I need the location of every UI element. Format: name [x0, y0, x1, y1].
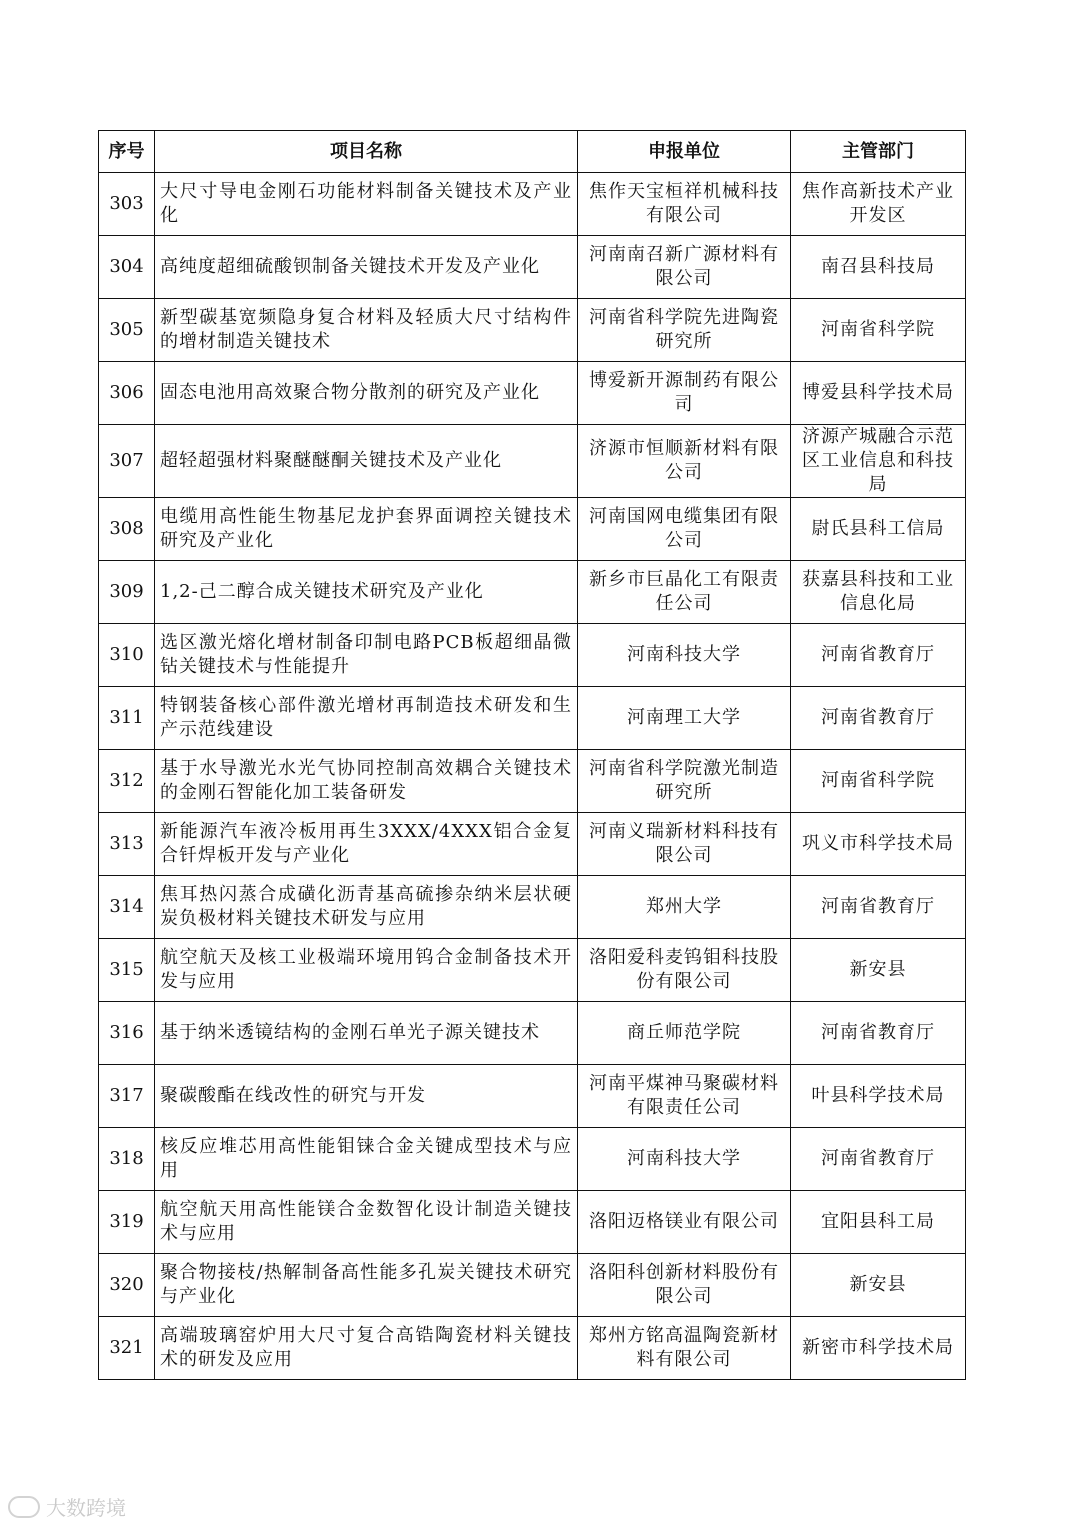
row-department: 获嘉县科技和工业信息化局 — [791, 561, 966, 624]
row-serial: 312 — [99, 750, 155, 813]
table-row — [99, 939, 966, 1002]
table-row — [99, 750, 966, 813]
row-project-name: 新型碳基宽频隐身复合材料及轻质大尺寸结构件的增材制造关键技术 — [155, 299, 578, 362]
table-row — [99, 362, 966, 425]
row-department: 尉氏县科工信局 — [791, 498, 966, 561]
row-serial: 315 — [99, 939, 155, 1002]
table-row — [99, 876, 966, 939]
row-department: 新密市科学技术局 — [791, 1317, 966, 1380]
table-row — [99, 1002, 966, 1065]
row-applicant: 河南科技大学 — [578, 624, 791, 687]
table-row — [99, 1317, 966, 1380]
row-project-name: 焦耳热闪蒸合成磺化沥青基高硫掺杂纳米层状硬炭负极材料关键技术研发与应用 — [155, 876, 578, 939]
table-row — [99, 1128, 966, 1191]
row-serial: 308 — [99, 498, 155, 561]
header-serial: 序号 — [99, 131, 155, 173]
row-project-name: 基于水导激光水光气协同控制高效耦合关键技术的金刚石智能化加工装备研发 — [155, 750, 578, 813]
row-department: 河南省教育厅 — [791, 1002, 966, 1065]
table-row — [99, 687, 966, 750]
row-applicant: 河南省科学院先进陶瓷研究所 — [578, 299, 791, 362]
row-department: 新安县 — [791, 939, 966, 1002]
table-row — [99, 813, 966, 876]
row-department: 河南省教育厅 — [791, 687, 966, 750]
row-department: 宜阳县科工局 — [791, 1191, 966, 1254]
row-serial: 309 — [99, 561, 155, 624]
row-applicant: 焦作天宝桓祥机械科技有限公司 — [578, 173, 791, 236]
row-department: 河南省教育厅 — [791, 876, 966, 939]
watermark — [8, 1492, 126, 1521]
row-serial: 317 — [99, 1065, 155, 1128]
row-project-name: 航空航天及核工业极端环境用钨合金制备技术开发与应用 — [155, 939, 578, 1002]
row-applicant: 河南国网电缆集团有限公司 — [578, 498, 791, 561]
cloud-logo-icon — [8, 1496, 40, 1518]
table-row — [99, 299, 966, 362]
row-project-name: 电缆用高性能生物基尼龙护套界面调控关键技术研究及产业化 — [155, 498, 578, 561]
row-project-name: 选区激光熔化增材制备印制电路PCB板超细晶微钻关键技术与性能提升 — [155, 624, 578, 687]
row-applicant: 洛阳迈格镁业有限公司 — [578, 1191, 791, 1254]
row-project-name: 高端玻璃窑炉用大尺寸复合高锆陶瓷材料关键技术的研发及应用 — [155, 1317, 578, 1380]
row-serial: 316 — [99, 1002, 155, 1065]
row-project-name: 航空航天用高性能镁合金数智化设计制造关键技术与应用 — [155, 1191, 578, 1254]
row-applicant: 河南省科学院激光制造研究所 — [578, 750, 791, 813]
table-row — [99, 561, 966, 624]
row-applicant: 河南义瑞新材料科技有限公司 — [578, 813, 791, 876]
row-applicant: 新乡市巨晶化工有限责任公司 — [578, 561, 791, 624]
row-serial: 303 — [99, 173, 155, 236]
table-row — [99, 624, 966, 687]
row-department: 焦作高新技术产业开发区 — [791, 173, 966, 236]
header-applicant: 申报单位 — [578, 131, 791, 173]
table-row — [99, 1254, 966, 1317]
row-applicant: 商丘师范学院 — [578, 1002, 791, 1065]
row-department: 博爱县科学技术局 — [791, 362, 966, 425]
row-applicant: 郑州方铭高温陶瓷新材料有限公司 — [578, 1317, 791, 1380]
row-department: 南召县科技局 — [791, 236, 966, 299]
row-project-name: 固态电池用高效聚合物分散剂的研究及产业化 — [155, 362, 578, 425]
row-serial: 304 — [99, 236, 155, 299]
row-department: 新安县 — [791, 1254, 966, 1317]
row-project-name: 聚碳酸酯在线改性的研究与开发 — [155, 1065, 578, 1128]
row-project-name: 新能源汽车液冷板用再生3XXX/4XXX铝合金复合钎焊板开发与产业化 — [155, 813, 578, 876]
project-table — [98, 130, 966, 1380]
header-project-name: 项目名称 — [155, 131, 578, 173]
row-project-name: 聚合物接枝/热解制备高性能多孔炭关键技术研究与产业化 — [155, 1254, 578, 1317]
row-project-name: 大尺寸导电金刚石功能材料制备关键技术及产业化 — [155, 173, 578, 236]
row-serial: 318 — [99, 1128, 155, 1191]
header-department: 主管部门 — [791, 131, 966, 173]
row-department: 河南省教育厅 — [791, 624, 966, 687]
table-row — [99, 173, 966, 236]
table-row — [99, 498, 966, 561]
row-department: 巩义市科学技术局 — [791, 813, 966, 876]
row-serial: 319 — [99, 1191, 155, 1254]
row-serial: 305 — [99, 299, 155, 362]
table-row — [99, 236, 966, 299]
row-applicant: 河南科技大学 — [578, 1128, 791, 1191]
row-serial: 320 — [99, 1254, 155, 1317]
row-applicant: 博爱新开源制药有限公司 — [578, 362, 791, 425]
row-department: 河南省科学院 — [791, 750, 966, 813]
table-header-row — [99, 131, 966, 173]
row-applicant: 洛阳爱科麦钨钼科技股份有限公司 — [578, 939, 791, 1002]
table-row — [99, 1191, 966, 1254]
row-department: 济源产城融合示范区工业信息和科技局 — [791, 425, 966, 498]
row-department: 河南省教育厅 — [791, 1128, 966, 1191]
row-project-name: 高纯度超细硫酸钡制备关键技术开发及产业化 — [155, 236, 578, 299]
row-applicant: 济源市恒顺新材料有限公司 — [578, 425, 791, 498]
row-project-name: 特钢装备核心部件激光增材再制造技术研发和生产示范线建设 — [155, 687, 578, 750]
row-serial: 307 — [99, 425, 155, 498]
row-serial: 310 — [99, 624, 155, 687]
table-row — [99, 1065, 966, 1128]
watermark-text: 大数跨境 — [46, 1496, 126, 1520]
row-project-name: 超轻超强材料聚醚醚酮关键技术及产业化 — [155, 425, 578, 498]
row-project-name: 核反应堆芯用高性能钼铼合金关键成型技术与应用 — [155, 1128, 578, 1191]
row-project-name: 基于纳米透镜结构的金刚石单光子源关键技术 — [155, 1002, 578, 1065]
table-row — [99, 425, 966, 498]
row-applicant: 洛阳科创新材料股份有限公司 — [578, 1254, 791, 1317]
row-serial: 306 — [99, 362, 155, 425]
row-applicant: 河南理工大学 — [578, 687, 791, 750]
row-applicant: 河南平煤神马聚碳材料有限责任公司 — [578, 1065, 791, 1128]
row-serial: 313 — [99, 813, 155, 876]
row-serial: 314 — [99, 876, 155, 939]
row-department: 叶县科学技术局 — [791, 1065, 966, 1128]
row-serial: 311 — [99, 687, 155, 750]
row-project-name: 1,2-己二醇合成关键技术研究及产业化 — [155, 561, 578, 624]
row-department: 河南省科学院 — [791, 299, 966, 362]
row-serial: 321 — [99, 1317, 155, 1380]
row-applicant: 郑州大学 — [578, 876, 791, 939]
row-applicant: 河南南召新广源材料有限公司 — [578, 236, 791, 299]
